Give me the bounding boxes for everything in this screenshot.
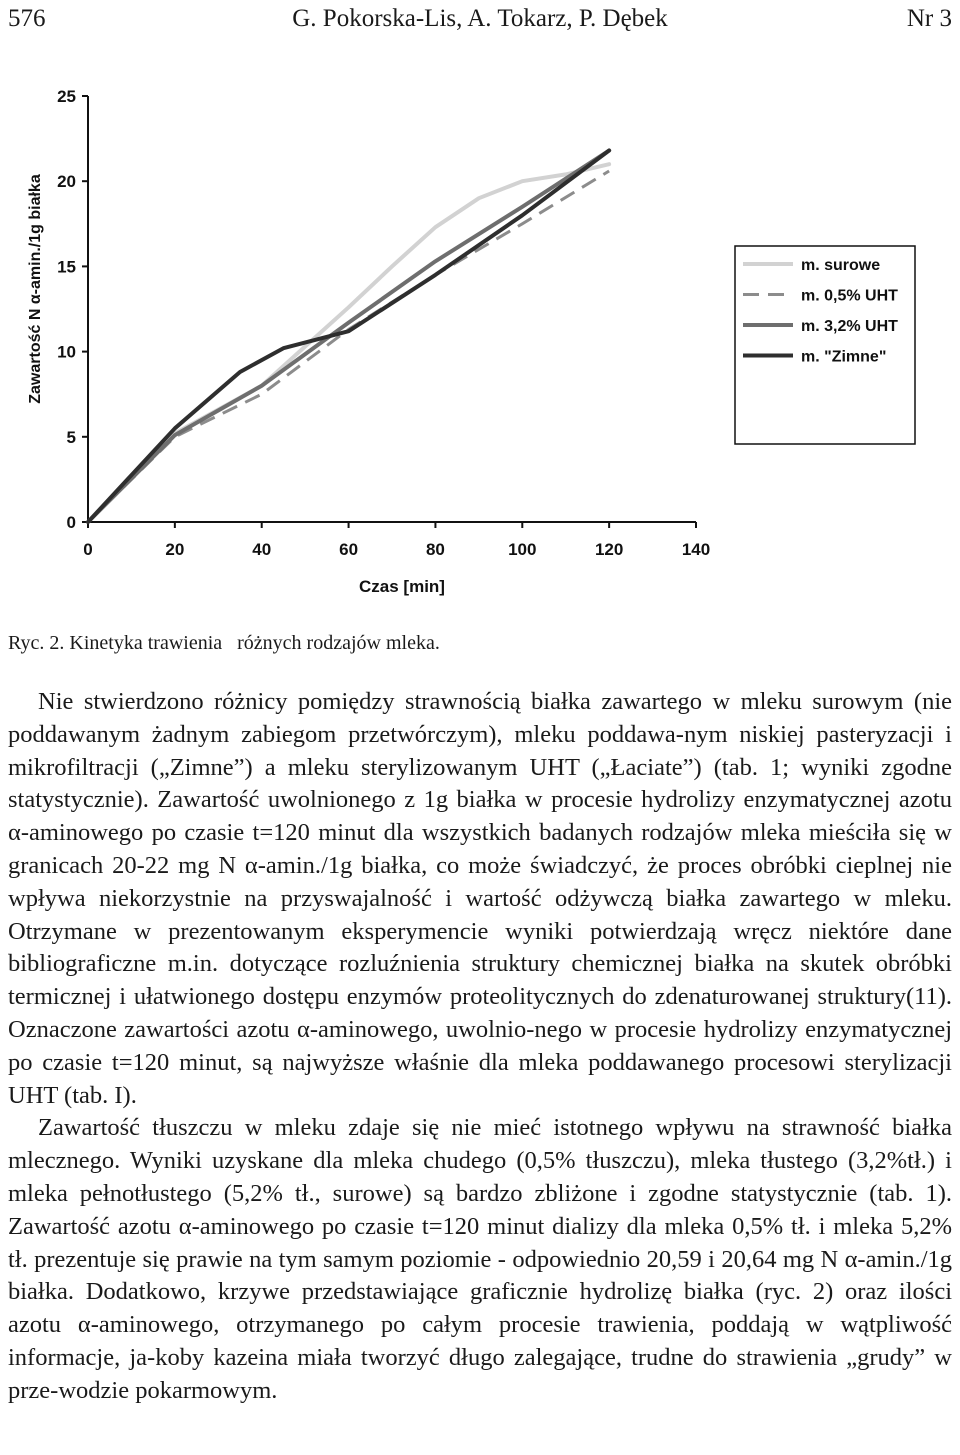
legend-label: m. surowe [801, 257, 881, 274]
article-body [8, 686, 952, 1408]
y-tick-label: 20 [57, 172, 76, 192]
hydrolysis-chart [0, 70, 960, 610]
paragraph-1: Nie stwierdzono różnicy pomiędzy strawnością białka zawartego w mleku surowym (nie poddawanym żadnym zabiegom przetwórczym), mleku poddawa-nym niskiej pasteryzacji i mikrofiltracji („Zimne”) a mleku sterylizowanym UHT („Łaciate”) (tab. 1; wyniki zgodne statystycznie). Zawartość uwolnionego z 1g białka w procesie hydrolizy enzymatycznej azotu α-aminowego po czasie t=120 minut dla wszystkich badanych rodzajów mleka mieściła się w granicach 20-22 mg N α-amin./1g białka, co może świadczyć, że proces obróbki cieplnej nie wpływa niekorzystnie na przyswajalność i wartość odżywczą białka zawartego w mleku. Otrzymane w prezentowanym eksperymencie wyniki potwierdzają wręcz niektóre dane bibliograficzne m.in. dotyczące rozluźnienia struktury chemicznej białka na skutek obróbki termicznej i ułatwionego dostępu enzymów proteolitycznych do zdenaturowanej struktury(11). Oznaczone zawartości azotu α-aminowego, uwolnio-nego w procesie hydrolizy enzymatycznej po czasie t=120 minut, są najwyższe właśnie dla mleka poddawanego procesowi sterylizacji UHT (tab. I). [8, 688, 952, 1109]
y-tick-label: 25 [57, 87, 76, 106]
x-tick-label: 0 [83, 540, 93, 559]
x-tick-label: 40 [252, 540, 272, 559]
legend-label: m. "Zimne" [801, 348, 887, 366]
series-line [88, 151, 609, 523]
y-tick-label: 15 [57, 257, 76, 277]
issue-number: Nr 3 [906, 5, 952, 32]
y-tick-label: 10 [57, 342, 76, 362]
series-line [88, 171, 609, 522]
y-tick-label: 5 [66, 427, 76, 447]
running-authors: G. Pokorska-Lis, A. Tokarz, P. Dębek [292, 5, 668, 32]
page-number: 576 [8, 5, 46, 32]
series-line [88, 151, 609, 523]
x-tick-label: 80 [425, 540, 445, 559]
x-tick-label: 20 [165, 540, 185, 559]
page-header [8, 2, 952, 36]
x-axis-label: Czas [min] [359, 577, 445, 596]
x-tick-label: 120 [594, 540, 624, 559]
y-axis-label: Zawartość N α-amin./1g białka [27, 174, 44, 404]
legend-box [735, 246, 915, 444]
y-tick-label: 0 [66, 513, 76, 532]
x-tick-label: 140 [681, 540, 711, 559]
legend-label: m. 3,2% UHT [801, 318, 898, 335]
x-tick-label: 60 [339, 540, 359, 559]
x-tick-label: 100 [508, 540, 537, 559]
legend-label: m. 0,5% UHT [801, 287, 898, 305]
paragraph-2: Zawartość tłuszczu w mleku zdaje się nie mieć istotnego wpływu na strawność białka mlecznego. Wyniki uzyskane dla mleka chudego (0,5% tłuszczu), mleka tłustego (3,2%tł.) i mleka pełnotłustego (5,2% tł., surowe) są bardzo zbliżone i zgodne statystycznie (tab. 1). Zawartość azotu α-aminowego po czasie t=120 minut dializy dla mleka 0,5% tł. i mleka 5,2% tł. prezentuje się prawie na tym samym poziomie - odpowiednio 20,59 i 20,64 mg N α-amin./1g białka. Dodatkowo, krzywe przedstawiające graficznie hydrolizę białka (ryc. 2) oraz ilości azotu α-aminowego, otrzymanego po całym procesie trawienia, poddają w wątpliwość informacje, ja-koby kazeina miała tworzyć długo zalegające, trudne do strawienia „grudy” w prze-wodzie pokarmowym. [8, 1114, 952, 1404]
figure-caption: Ryc. 2. Kinetyka trawienia różnych rodzajów mleka. [8, 632, 440, 654]
figure-chart [0, 70, 960, 610]
